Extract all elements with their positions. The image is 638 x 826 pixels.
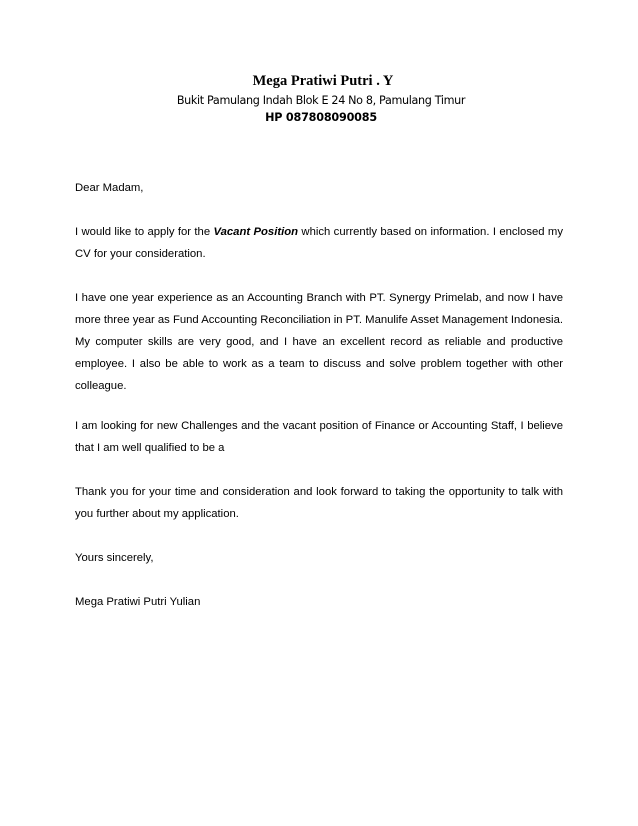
salutation: Dear Madam, — [75, 182, 144, 194]
intro-text-start: I would like to apply for the — [75, 226, 214, 238]
paragraph-experience: I have one year experience as an Accounting Branch with PT. Synergy Primelab, and now I have more three year as Fund Accounting Reconciliation in PT. Manulife Asset Management Indonesia. My computer skills are very good, and I have an excellent record as reliable and productive employee. I also be able to work as a team to discuss and solve problem together with other colleague. — [75, 292, 563, 392]
vacant-position-emphasis: Vacant Position — [213, 226, 299, 238]
paragraph-thanks: Thank you for your time and consideration and look forward to taking the opportunity to talk with you further about my application. — [75, 486, 563, 520]
sender-phone: HP 087808090085 — [265, 111, 377, 124]
sender-name: Mega Pratiwi Putri . Y — [252, 73, 394, 89]
closing: Yours sincerely, — [75, 552, 154, 564]
signature: Mega Pratiwi Putri Yulian — [75, 596, 201, 608]
paragraph-intro — [75, 221, 563, 265]
letter-header — [0, 72, 638, 126]
intro-text-end: which currently based on information. I enclosed my CV for your consideration. — [75, 226, 563, 260]
paragraph-position: I am looking for new Challenges and the vacant position of Finance or Accounting Staff, I believe that I am well qualified to be a — [75, 420, 563, 454]
sender-address: Bukit Pamulang Indah Blok E 24 No 8, Pamulang Timur — [176, 94, 466, 107]
